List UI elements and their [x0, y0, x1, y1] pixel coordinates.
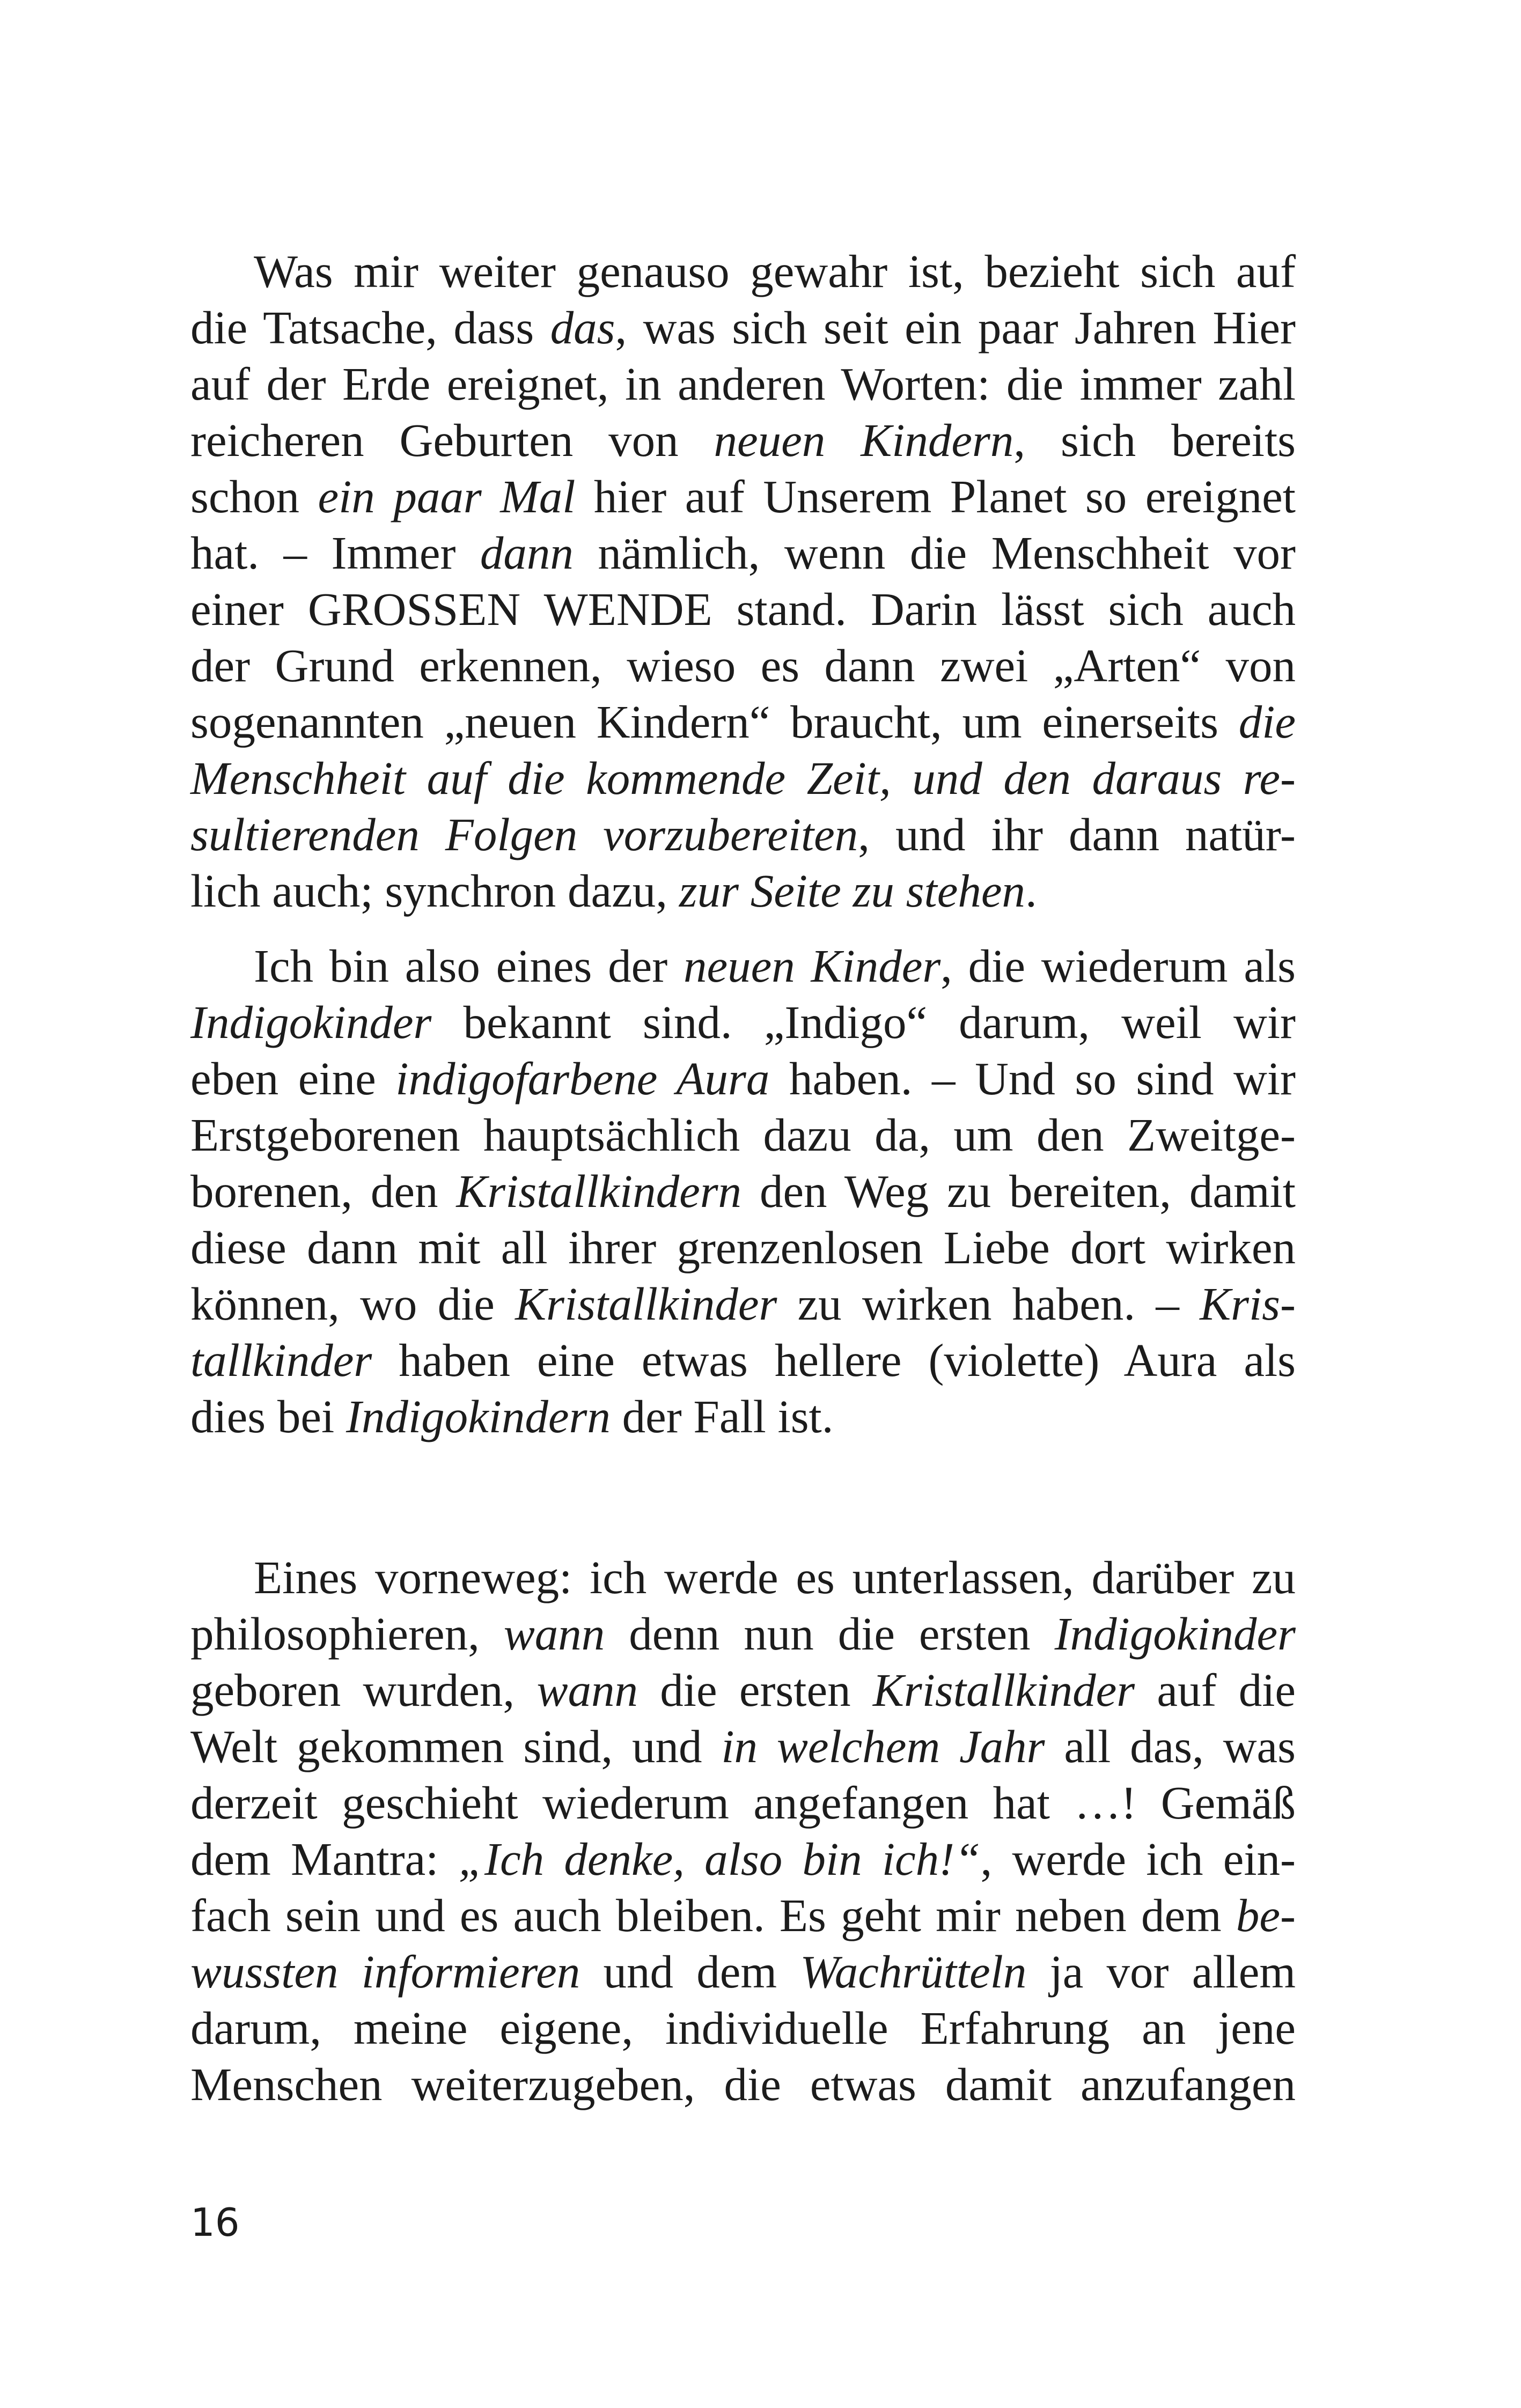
italic-text: Kristallkinder: [872, 1664, 1135, 1716]
text-run: den Weg zu bereiten, damit: [741, 1165, 1296, 1217]
text-line: [190, 1276, 1296, 1332]
text-run: schon: [190, 470, 318, 522]
italic-text: sultierenden Folgen vorzubereiten: [190, 808, 858, 860]
text-run: darum, meine eigene, individuelle Erfahrung an jene: [190, 2002, 1296, 2054]
text-run: diese dann mit all ihrer grenzenlosen Liebe dort wirken: [190, 1221, 1296, 1273]
italic-text: tallkinder: [190, 1334, 372, 1386]
italic-text: die: [1238, 696, 1296, 748]
italic-text: Wachrütteln: [800, 1946, 1027, 1998]
text-line: [190, 694, 1296, 750]
text-run: philosophieren,: [190, 1608, 504, 1660]
text-run: denn nun die ersten: [605, 1608, 1055, 1660]
italic-text: be-: [1236, 1889, 1296, 1941]
italic-text: Kristallkinder: [515, 1278, 777, 1330]
italic-text: „Ich denke, also bin ich!“: [458, 1833, 981, 1885]
text-line: [190, 2000, 1296, 2056]
italic-text: Indigokinder: [1054, 1608, 1296, 1660]
text-line: [190, 468, 1296, 525]
italic-text: Indigokindern: [346, 1390, 611, 1442]
page-number: 16: [190, 2200, 240, 2245]
text-run: , werde ich ein-: [980, 1833, 1296, 1885]
text-run: , was sich seit ein paar Jahren Hier: [615, 301, 1296, 354]
text-run: können, wo die: [190, 1278, 516, 1330]
italic-text: neuen Kinder: [684, 940, 941, 992]
text-run: Ich bin also eines der: [254, 940, 684, 992]
italic-text: neuen Kindern: [714, 414, 1014, 466]
paragraph-eines-vorneweg: [190, 1549, 1296, 2112]
text-run: , sich bereits: [1013, 414, 1296, 466]
italic-text: Kristallkindern: [456, 1165, 742, 1217]
text-run: hier auf Unserem Planet so ereignet: [575, 470, 1296, 522]
text-line: [190, 1774, 1296, 1831]
italic-text: wann: [503, 1608, 605, 1660]
text-run: borenen, den: [190, 1165, 457, 1217]
text-line: [190, 1219, 1296, 1276]
text-line: [190, 2056, 1296, 2112]
text-run: bekannt sind. „Indigo“ darum, weil wir: [431, 996, 1296, 1048]
italic-text: in welchem Jahr: [721, 1720, 1045, 1772]
text-run: zu wirken haben. –: [777, 1278, 1200, 1330]
text-run: .: [1025, 865, 1037, 917]
italic-text: Kris-: [1200, 1278, 1296, 1330]
text-line: [190, 412, 1296, 468]
italic-text: dann: [480, 527, 574, 579]
text-run: ja vor allem: [1026, 1946, 1296, 1998]
italic-text: wussten informieren: [190, 1946, 581, 1998]
text-run: haben. – Und so sind wir: [769, 1052, 1296, 1104]
text-run: und dem: [580, 1946, 800, 1998]
text-line: [190, 1943, 1296, 2000]
text-run: eben eine: [190, 1052, 396, 1104]
text-run: , und ihr dann natür-: [858, 808, 1296, 860]
italic-text: wann: [537, 1664, 638, 1716]
text-line: [190, 1388, 1296, 1445]
text-run: fach sein und es auch bleiben. Es geht mir neben dem: [190, 1889, 1236, 1941]
text-run: auf die: [1135, 1664, 1296, 1716]
text-line: [190, 1050, 1296, 1107]
text-line: [190, 1831, 1296, 1887]
italic-text: zur Seite zu stehen: [679, 865, 1025, 917]
italic-text: das: [550, 301, 615, 354]
italic-text: ein paar Mal: [318, 470, 576, 522]
text-run: hat. – Immer: [190, 527, 480, 579]
text-line: [190, 1549, 1296, 1606]
text-run: reicheren Geburten von: [190, 414, 714, 466]
text-run: all das, was: [1045, 1720, 1296, 1772]
text-line: [190, 1606, 1296, 1662]
text-run: Welt gekommen sind, und: [190, 1720, 722, 1772]
text-run: geboren wurden,: [190, 1664, 537, 1716]
paragraph-indigo-generations: [190, 243, 1296, 919]
text-line: [190, 299, 1296, 356]
italic-text: indigofarbene Aura: [395, 1052, 770, 1104]
text-line: [190, 1163, 1296, 1219]
text-run: Eines vorneweg: ich werde es unterlassen, darüber zu: [254, 1551, 1296, 1603]
text-line: [190, 637, 1296, 694]
text-line: [190, 581, 1296, 637]
text-run: dies bei: [190, 1390, 346, 1442]
text-run: einer GROSSEN WENDE stand. Darin lässt sich auch: [190, 583, 1296, 635]
text-run: die Tatsache, dass: [190, 301, 550, 354]
text-run: auf der Erde ereignet, in anderen Worten: die immer zahl: [190, 358, 1296, 410]
text-run: Erstgeborenen hauptsächlich dazu da, um den Zweitge-: [190, 1109, 1296, 1161]
text-line: [190, 938, 1296, 994]
text-run: Was mir weiter genauso gewahr ist, bezieht sich auf: [254, 245, 1296, 297]
text-line: [190, 243, 1296, 299]
text-run: nämlich, wenn die Menschheit vor: [573, 527, 1296, 579]
text-line: [190, 356, 1296, 412]
text-run: Menschen weiterzugeben, die etwas damit anzufangen: [190, 2058, 1296, 2110]
text-run: lich auch; synchron dazu,: [190, 865, 679, 917]
text-run: der Grund erkennen, wieso es dann zwei „Arten“ von: [190, 639, 1296, 691]
text-run: der Fall ist.: [610, 1390, 834, 1442]
text-line: [190, 525, 1296, 581]
text-run: die ersten: [637, 1664, 873, 1716]
text-line: [190, 863, 1296, 919]
text-run: haben eine etwas hellere (violette) Aura als: [372, 1334, 1296, 1386]
paragraph-indigo-crystal-children: [190, 938, 1296, 1445]
text-line: [190, 1718, 1296, 1774]
text-line: [190, 1332, 1296, 1388]
text-line: [190, 1662, 1296, 1718]
italic-text: Indigokinder: [190, 996, 432, 1048]
text-line: [190, 994, 1296, 1050]
text-line: [190, 1107, 1296, 1163]
text-line: [190, 806, 1296, 863]
text-run: derzeit geschieht wiederum angefangen hat …! Gemäß: [190, 1777, 1296, 1829]
text-run: sogenannten „neuen Kindern“ braucht, um einerseits: [190, 696, 1239, 748]
text-run: , die wiederum als: [940, 940, 1296, 992]
italic-text: Menschheit auf die kommende Zeit, und den daraus re-: [190, 752, 1296, 804]
text-line: [190, 750, 1296, 806]
text-line: [190, 1887, 1296, 1943]
text-run: dem Mantra:: [190, 1833, 459, 1885]
